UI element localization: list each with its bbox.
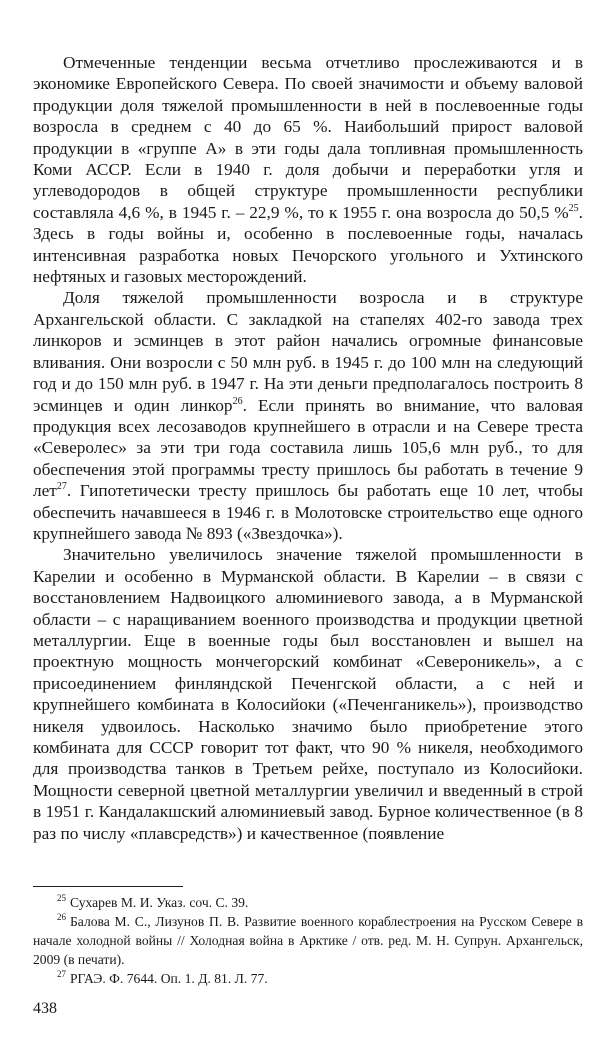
paragraph-text: Отмеченные тенденции весьма отчетливо прослеживаются и в экономике Европейского Севера. По своей значимости и объему валовой продукции доля тяжелой промышленности в ней в послевоенные годы возросла в среднем с 40 до 65 %. Наибольший прирост валовой продукции в «группе А» в эти годы дала топливная промышленность Коми АССР. Если в 1940 г. доля добычи и переработки угля и углеводородов в общей структуре промышленности республики составляла 4,6 %, в 1945 г. – 22,9 %, то к 1955 г. она возросла до 50,5 % — [33, 53, 583, 222]
footnote-ref-26: 26 — [232, 395, 243, 407]
footnote-ref-27: 27 — [56, 481, 67, 493]
paragraph-2 — [33, 287, 583, 544]
footnote-ref-25: 25 — [568, 203, 579, 215]
paragraph-text: Доля тяжелой промышленности возросла и в структуре Архангельской области. С закладкой на стапелях 402-го завода трех линкоров и эсминцев в этот район начались огромные финансовые вливания. Они возросли с 50 млн руб. в 1945 г. до 100 млн на следующий год и до 150 млн руб. в 1947 г. На эти деньги предполагалось построить 8 эсминцев и один линкор — [33, 288, 583, 415]
paragraph-text: . Здесь в годы войны и, особенно в послевоенные годы, началась интенсивная разработка новых Печорского угольного и Ухтинского нефтяных и газовых месторождений. — [33, 202, 583, 287]
footnote-text: РГАЭ. Ф. 7644. Оп. 1. Д. 81. Л. 77. — [70, 971, 268, 986]
footnote-number: 25 — [57, 893, 66, 904]
footnote-26 — [33, 912, 583, 969]
footnote-text: Балова М. С., Лизунов П. В. Развитие военного кораблестроения на Русском Севере в начале холодной войны // Холодная война в Арктике / отв. ред. М. Н. Супрун. Архангельск, 2009 (в печати). — [33, 914, 583, 967]
footnote-number: 27 — [57, 969, 66, 980]
footnote-number: 26 — [57, 912, 66, 923]
footnote-divider — [33, 886, 183, 887]
page-number: 438 — [33, 1000, 57, 1017]
footnote-25 — [33, 893, 583, 912]
paragraph-1 — [33, 52, 583, 287]
main-text — [33, 52, 583, 844]
footnote-text: Сухарев М. И. Указ. соч. С. 39. — [70, 895, 249, 910]
footnotes — [33, 893, 583, 988]
footnote-27 — [33, 969, 583, 988]
paragraph-text: Значительно увеличилось значение тяжелой промышленности в Карелии и особенно в Мурманской области. В Карелии – в связи с восстановлением Надвоицкого алюминиевого завода, а в Мурманской области – с наращиванием военного производства и продукции цветной металлургии. Еще в военные годы был восстановлен и вышел на проектную мощность мончегорский комбинат «Североникель», а с присоединением финляндской Печенгской области, а с ней и крупнейшего комбината в Колосийоки («Печенганикель»), производство никеля удвоилось. Насколько значимо было приобретение этого комбината для СССР говорит тот факт, что 90 % никеля, необходимого для производства танков в Третьем рейхе, поступало из Колосийоки. Мощности северной цветной металлургии увеличил и введенный в строй в 1951 г. Кандалакшский алюминиевый завод. Бурное количественное (в 8 раз по числу «плавсредств») и качественное (появление — [33, 545, 583, 843]
paragraph-3 — [33, 544, 583, 844]
paragraph-text: . Если принять во внимание, что валовая продукция всех лесозаводов крупнейшего в отрасли и на Севере треста «Северолес» за эти три года составила лишь 105,6 млн руб., то для обеспечения этой программы тресту пришлось бы работать в течение 9 лет — [33, 395, 583, 501]
paragraph-text: . Гипотетически тресту пришлось бы работать еще 10 лет, чтобы обеспечить начавшееся в 1946 г. в Молотовске строительство еще одного крупнейшего завода № 893 («Звездочка»). — [33, 481, 583, 543]
